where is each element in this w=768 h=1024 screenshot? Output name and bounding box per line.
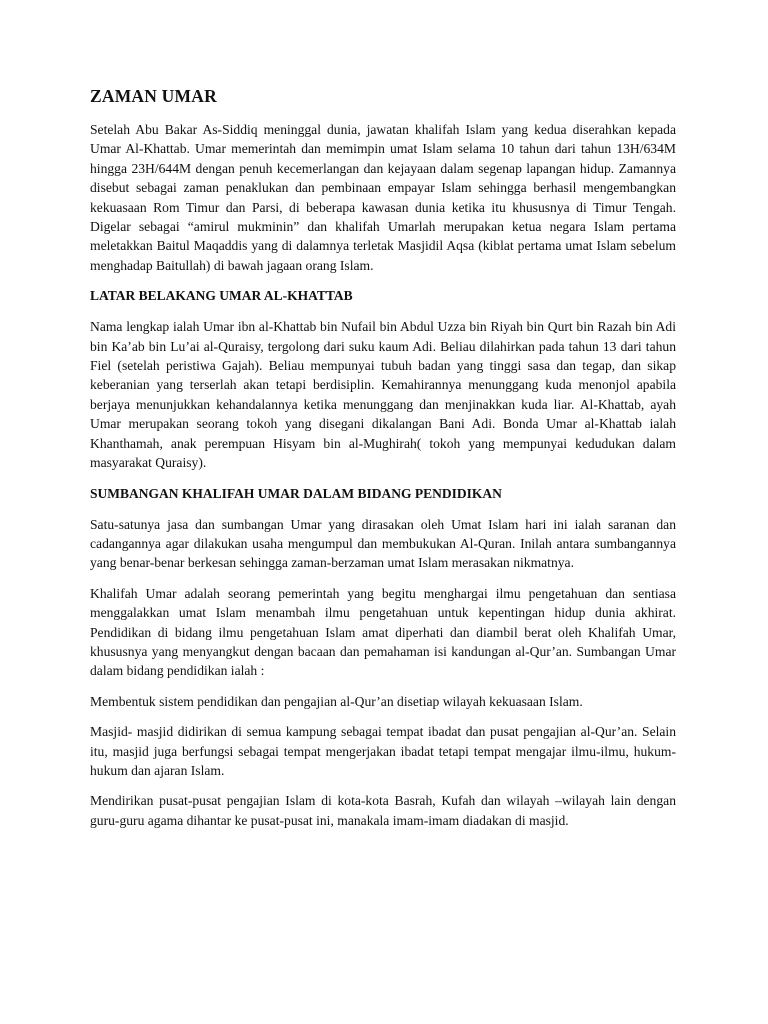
section-heading-sumbangan: SUMBANGAN KHALIFAH UMAR DALAM BIDANG PENDIDIKAN xyxy=(90,485,502,501)
section-heading-latar-belakang: LATAR BELAKANG UMAR AL-KHATTAB xyxy=(90,288,353,304)
sumbangan-paragraph-5: Mendirikan pusat-pusat pengajian Islam di kota-kota Basrah, Kufah dan wilayah –wilayah lain dengan guru-guru agama dihantar ke pusat-pusat ini, manakala imam-imam diadakan di masjid. xyxy=(90,793,676,828)
sumbangan-paragraph-1: Satu-satunya jasa dan sumbangan Umar yang dirasakan oleh Umat Islam hari ini ialah saranan dan cadangannya agar dilakukan usaha mengumpul dan membukukan Al-Quran. Inilah antara sumbangannya yang benar-benar berkesan sehingga zaman-berzaman umat Islam merasakan nikmatnya. xyxy=(90,516,676,571)
sumbangan-paragraph-3: Membentuk sistem pendidikan dan pengajian al-Qur’an disetiap wilayah kekuasaan Islam. xyxy=(90,693,583,709)
latar-belakang-paragraph: Nama lengkap ialah Umar ibn al-Khattab bin Nufail bin Abdul Uzza bin Riyah bin Qurt bin Razah bin Adi bin Ka’ab bin Lu’ai al-Quraisy, tergolong dari suku kaum Adi. Beliau dilahirkan pada tahun 13 dari tahun Fiel (setelah peristiwa Gajah). Beliau mempunyai tubuh badan yang tinggi sasa dan tegap, dan sikap keberanian yang terserlah akan tetapi berdisiplin. Kemahirannya menunggang kuda menonjol apabila berjaya menunjukkan kehandalannya ketika menunggang dan menjinakkan kuda liar. Al-Khattab, ayah Umar merupakan seorang tokoh yang disegani dikalangan Bani Adi. Bonda Umar al-Khattab ialah Khanthamah, anak perempuan Hisyam bin al-Mughirah( tokoh yang mempunyai kedudukan dalam masyarakat Quraisy). xyxy=(90,319,676,471)
sumbangan-paragraph-2: Khalifah Umar adalah seorang pemerintah yang begitu menghargai ilmu pengetahuan dan sentiasa menggalakkan umat Islam menambah ilmu pengetahuan untuk kepentingan hidup dunia akhirat. Pendidikan di bidang ilmu pengetahuan Islam amat diperhati dan diambil berat oleh Khalifah Umar, khususnya yang menyangkut dengan bacaan dan pemahaman isi kandungan al-Qur’an. Sumbangan Umar dalam bidang pendidikan ialah : xyxy=(90,585,676,679)
document-title: ZAMAN UMAR xyxy=(90,86,217,106)
sumbangan-paragraph-4: Masjid- masjid didirikan di semua kampung sebagai tempat ibadat dan pusat pengajian al-Qur’an. Selain itu, masjid juga berfungsi sebagai tempat mengerjakan ibadat tetapi tempat mengajar ilmu-ilmu, hukum-hukum dan ajaran Islam. xyxy=(90,724,676,778)
document-page xyxy=(90,84,676,841)
intro-paragraph: Setelah Abu Bakar As-Siddiq meninggal dunia, jawatan khalifah Islam yang kedua diserahkan kepada Umar Al-Khattab. Umar memerintah dan memimpin umat Islam selama 10 tahun dari tahun 13H/634M hingga 23H/644M dengan penuh kecemerlangan dan kejayaan dalam segenap lapangan hidup. Zamannya disebut sebagai zaman penaklukan dan pembinaan empayar Islam sehingga berhasil mengembangkan kekuasaan Rom Timur dan Parsi, di beberapa kawasan dunia ketika itu khususnya di Timur Tengah. Digelar sebagai “amirul mukminin” dan khalifah Umarlah merupakan ketua negara Islam pertama meletakkan Baitul Maqaddis yang di dalamnya terletak Masjidil Aqsa (kiblat pertama umat Islam sebelum menghadap Baitullah) di bawah jagaan orang Islam. xyxy=(90,122,676,273)
